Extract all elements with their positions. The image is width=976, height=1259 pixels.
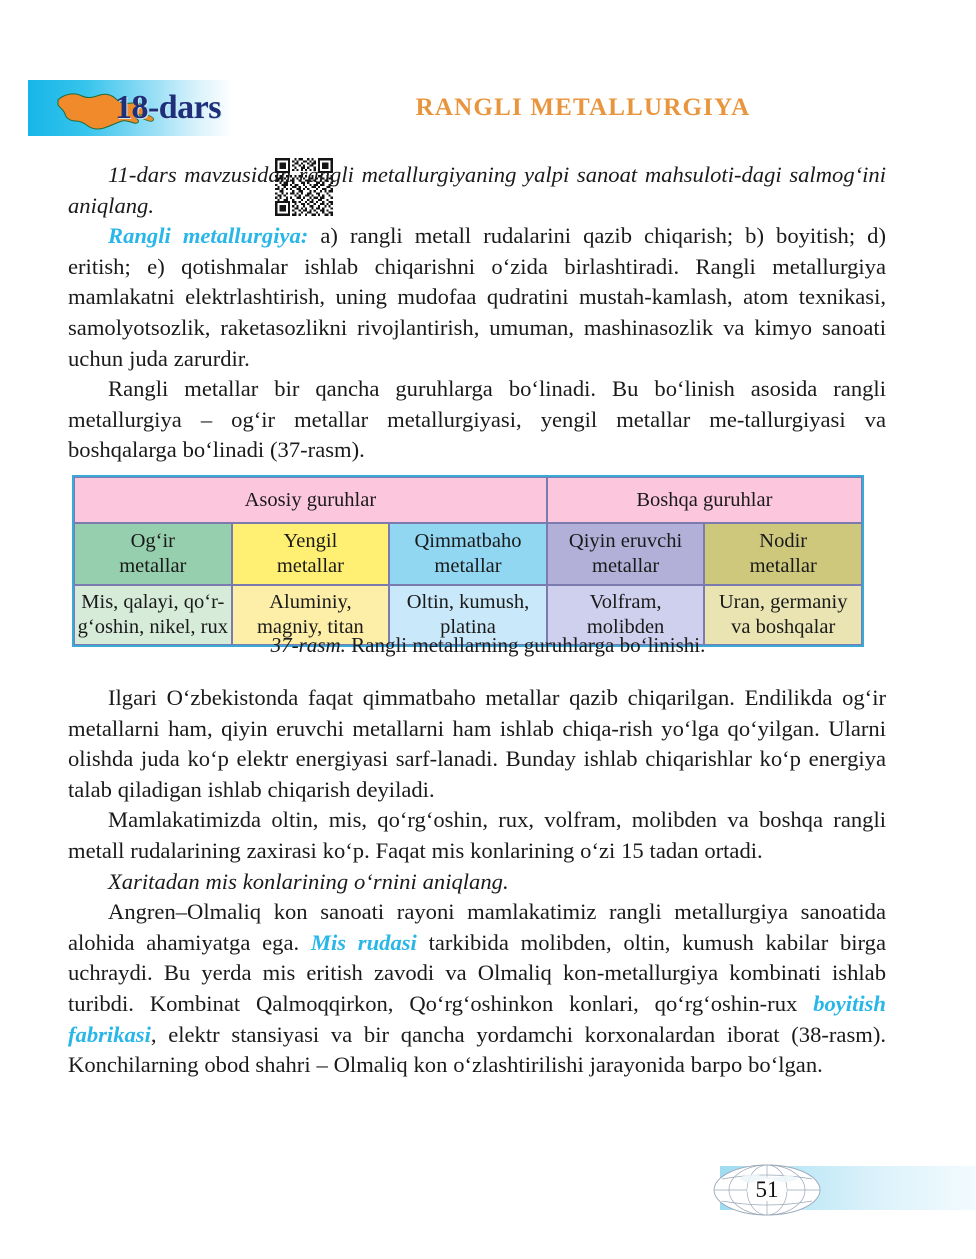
cell-line-2: metallar: [276, 555, 344, 577]
cell-line-2: molibden: [586, 616, 665, 638]
table-row-column-headers: [74, 523, 862, 585]
cell-line-1: Volfram,: [589, 591, 662, 613]
page-number: 51: [755, 1177, 779, 1202]
cell-line-2: metallar: [434, 555, 502, 577]
cell-line-1: Mis, qalayi, qo‘r-: [81, 591, 225, 613]
article-lower: [68, 683, 886, 1081]
paragraph-uzbekistan-mining: Ilgari O‘zbekistonda faqat qimmatbaho metallar qazib chiqarilgan. Endilikda og‘ir metallarni ham, qiyin eruvchi metallarni ham ishlab chiqa-rish yo‘lga qo‘yilgan. Ularni olishda juda ko‘p elektr energiyasi sarf-lanadi. Bunday ishlab chiqarishlar ko‘p energiya talab qiladigan ishlab chiqarish deyiladi.: [68, 685, 886, 802]
term-boyitish-fabrikasi: boyitish fabrikasi: [68, 990, 886, 1047]
paragraph-definition: [68, 221, 886, 374]
text-segment-c: , elektr stansiyasi va bir qancha yordamchi korxonalardan iborat (38-rasm). Konchilarning obod shahri – Olmaliq kon o‘zlashtirilishi jarayonida barpo bo‘lgan.: [68, 1021, 886, 1078]
paragraph-definition-rest: a) rangli metall rudalarini qazib chiqarish; b) boyitish; d) eritish; e) qotishmalar ishlab chiqarishni o‘zida birlashtiradi. Rangli metallurgiya mamlakatni elektrlashtirish, uning mudofaa qudratini mustah-kamlash, atom texnikasi, samolyotsozlik, raketasozlikni rivojlantirish, umuman, mashinasozlik va kimyo sanoati uchun juda zarurdir.: [68, 223, 886, 371]
table-header-nodir-metallar: [704, 523, 862, 585]
table-header-qimmatbaho-metallar: [389, 523, 547, 585]
cell-line-2: magniy, titan: [256, 616, 364, 638]
figure-caption-text: Rangli metallarning guruhlarga bo‘linishi.: [345, 633, 706, 657]
cell-line-1: Aluminiy,: [269, 591, 352, 613]
lesson-number-label: 18-dars: [114, 89, 221, 126]
paragraph-angren-olmaliq: [68, 897, 886, 1081]
cell-line-1: Yengil: [283, 530, 338, 552]
cell-line-2: metallar: [749, 555, 817, 577]
cell-line-2: metallar: [592, 555, 660, 577]
table-header-ogir-metallar: [74, 523, 232, 585]
table-header-boshqa-guruhlar: Boshqa guruhlar: [547, 477, 862, 523]
figure-number: 37-rasm.: [270, 633, 346, 657]
table-row-group-headers: [74, 477, 862, 523]
paragraph-groups: Rangli metallar bir qancha guruhlarga bo‘linadi. Bu bo‘linish asosida rangli metallurgiya – og‘ir metallar metallurgiyasi, yengil metallar me-tallurgiyasi va boshqalarga bo‘linadi (37-rasm).: [68, 376, 886, 463]
cell-line-2: metallar: [119, 555, 187, 577]
metal-groups-table-wrapper: [72, 475, 864, 647]
cell-line-2: platina: [440, 616, 496, 638]
table-header-qiyin-eruvchi-metallar: [547, 523, 705, 585]
paragraph-intro-task: 11-dars mavzusidan rangli metallurgiyaning yalpi sanoat mahsuloti-dagi salmog‘ini aniqlang.: [68, 162, 886, 218]
table-header-yengil-metallar: [232, 523, 390, 585]
cell-line-1: Qimmatbaho: [414, 530, 522, 552]
cell-line-1: Og‘ir: [130, 530, 175, 552]
term-rangli-metallurgiya: Rangli metallurgiya:: [108, 223, 309, 249]
cell-line-2: g‘oshin, nikel, rux: [77, 616, 228, 638]
cell-line-1: Oltin, kumush,: [406, 591, 530, 613]
figure-caption: [0, 633, 976, 658]
cell-line-1: Uran, germaniy: [718, 591, 848, 613]
text-segment-b: tarkibida molibden, oltin, kumush kabilar birga uchraydi. Bu yerda mis eritish zavodi va Olmaliq kon-metallurgiya kombinati ishlab turibdi. Kombinat Qalmoqqirkon, Qo‘rg‘oshinkon konlari, qo‘rg‘oshin-rux: [68, 929, 886, 1016]
page-title: RANGLI METALLURGIYA: [415, 94, 751, 121]
cell-line-2: va boshqalar: [731, 616, 836, 638]
cell-line-1: Nodir: [759, 530, 808, 552]
cell-line-1: Qiyin eruvchi: [568, 530, 683, 552]
paragraph-reserves: Mamlakatimizda oltin, mis, qo‘rg‘oshin, rux, volfram, molibden va boshqa rangli metall rudalarining zaxirasi ko‘p. Faqat mis konlarining o‘zi 15 tadan ortadi.: [68, 807, 886, 863]
paragraph-map-task: Xaritadan mis konlarining o‘rnini aniqlang.: [108, 868, 509, 894]
metal-groups-table: [72, 475, 864, 647]
table-header-asosiy-guruhlar: Asosiy guruhlar: [74, 477, 547, 523]
page-header: [0, 76, 976, 146]
term-mis-rudasi: Mis rudasi: [310, 929, 417, 955]
article-upper: [68, 160, 886, 466]
text-segment-a: Angren–Olmaliq kon sanoati rayoni mamlakatimiz rangli metallurgiya sanoatida alohida ahamiyatga ega.: [68, 899, 886, 955]
